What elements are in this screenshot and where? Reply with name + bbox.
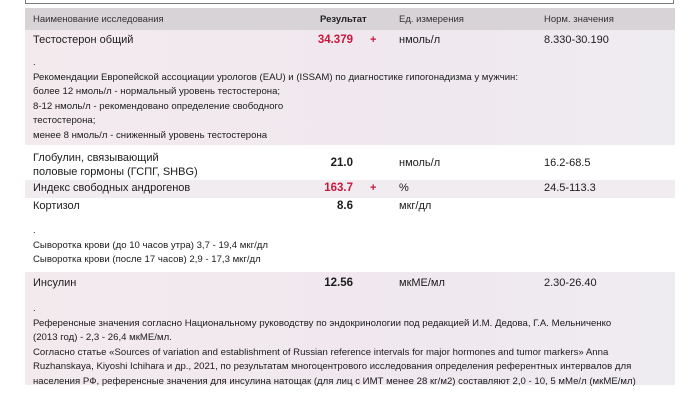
column-header-name: Наименование исследования	[33, 14, 164, 25]
test-note	[25, 294, 675, 398]
test-result: 163.7	[324, 182, 353, 194]
result-line	[25, 198, 675, 218]
test-name: Инсулин	[33, 277, 77, 289]
test-unit: %	[399, 182, 409, 194]
note-line: .	[33, 303, 36, 314]
test-norm: 2.30-26.40	[544, 277, 597, 289]
lab-results-table	[25, 8, 675, 385]
test-name-line2: половые гормоны (ГСПГ, SHBG)	[33, 166, 198, 178]
top-frame-border	[25, 0, 674, 4]
table-row-cortisol	[25, 198, 675, 272]
note-line: Согласно статье «Sources of variation and establishment of Russian reference intervals for major hormones and tumor markers» Anna	[33, 346, 609, 358]
table-row-insulin	[25, 272, 675, 385]
note-line: тестостерона;	[33, 115, 96, 127]
test-name	[33, 151, 198, 179]
test-unit: нмоль/л	[399, 157, 441, 169]
note-line: менее 8 нмоль/л - сниженный уровень тестостерона	[33, 129, 268, 141]
test-result: 12.56	[324, 277, 353, 289]
test-name: Кортизол	[33, 200, 80, 212]
note-line: .	[33, 225, 36, 236]
test-unit: нмоль/л	[399, 34, 441, 46]
note-line: более 12 нмоль/л - нормальный уровень тестостерона;	[33, 86, 281, 98]
note-line: Сыворотка крови (после 17 часов) 2,9 - 17,3 мкг/дл	[33, 254, 261, 266]
test-unit: мкг/дл	[399, 200, 432, 212]
result-line	[25, 272, 675, 294]
table-row-shbg	[25, 148, 675, 180]
test-unit: мкМЕ/мл	[399, 277, 445, 289]
column-header-norm: Норм. значения	[544, 14, 614, 25]
test-norm: 16.2-68.5	[544, 157, 591, 169]
note-line: (2013 год) - 2,3 - 26,4 мкМЕ/мл.	[33, 332, 172, 344]
table-header	[25, 8, 675, 30]
high-flag: +	[370, 182, 377, 194]
test-result: 34.379	[317, 34, 353, 46]
test-norm: 8.330-30.190	[544, 34, 609, 46]
test-name: Тестостерон общий	[33, 34, 134, 46]
test-result: 21.0	[330, 157, 353, 169]
table-row-free-androgen-index	[25, 180, 675, 198]
test-name: Индекс свободных андрогенов	[33, 182, 191, 194]
test-note	[25, 218, 675, 276]
result-line	[25, 30, 675, 52]
column-header-unit: Ед. измерения	[399, 14, 464, 25]
table-row-testosterone	[25, 30, 675, 145]
note-line: населения РФ, референсные значения для инсулина натощак (для лиц с ИМТ менее 28 кг/м2) составляют 2,0 - 10, 5 мМе/л (мкМЕ/мл)	[33, 375, 636, 387]
test-norm: 24.5-113.3	[544, 182, 596, 194]
note-line: Референсные значения согласно Национальному руководству по эндокринологии под редакцией И.М. Дедова, Г.А. Мельниченко	[33, 317, 612, 329]
note-line: 8-12 нмоль/л - рекомендовано определение свободного	[33, 100, 284, 112]
note-line: Рекомендации Европейской ассоциации урологов (EAU) и (ISSAM) по диагностике гипогонадизма у мужчин:	[33, 71, 519, 83]
test-note	[25, 52, 675, 152]
column-header-result: Результат	[320, 14, 367, 25]
note-line: Ruzhanskaya, Kiyoshi Ichihara и др., 2021, по результатам многоцентрового исследования определения референтных интервалов для	[33, 361, 632, 373]
test-name-line1: Глобулин, связывающий	[33, 152, 159, 164]
note-line: Сыворотка крови (до 10 часов утра) 3,7 - 19,4 мкг/дл	[33, 239, 268, 251]
note-line: .	[33, 57, 36, 68]
high-flag: +	[370, 34, 377, 46]
test-result: 8.6	[337, 200, 353, 212]
